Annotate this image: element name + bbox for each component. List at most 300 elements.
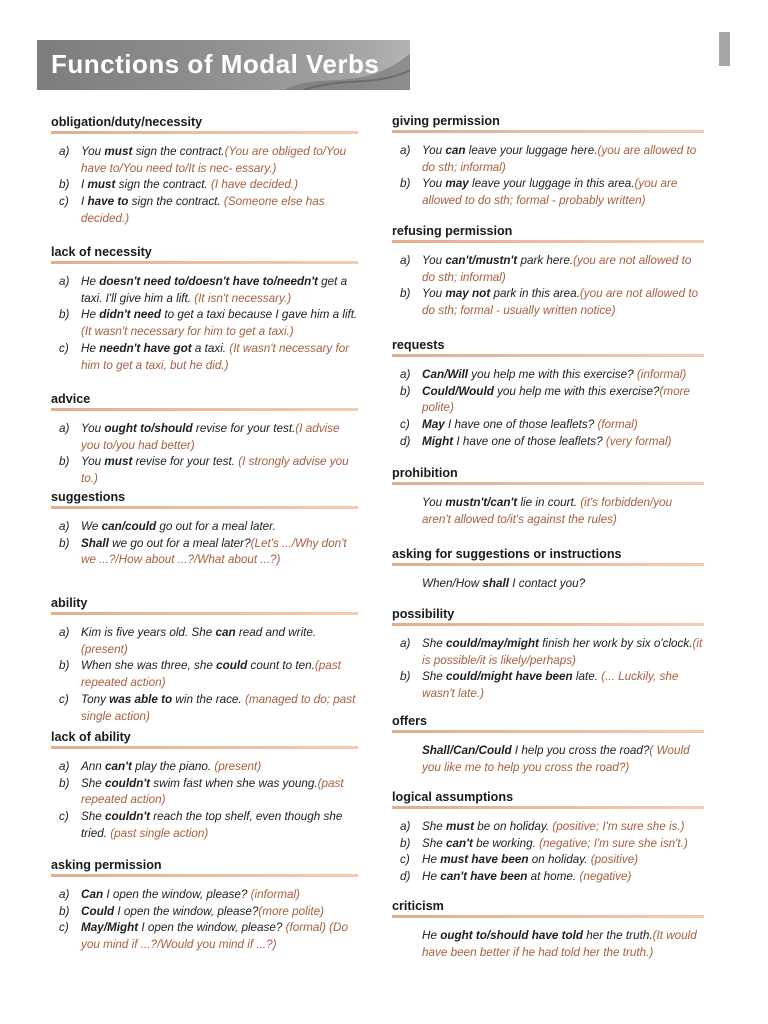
item-label: a) (400, 144, 411, 157)
list-item (392, 869, 704, 886)
explanation: (past single action) (110, 826, 209, 840)
section-items (51, 887, 358, 954)
section-giving-permission (392, 113, 704, 210)
example-text: sign the contract. (132, 145, 225, 158)
modal-verb: must have been (440, 853, 529, 867)
item-text (81, 177, 358, 194)
item-label: d) (400, 870, 411, 884)
explanation: (it's forbidden/you aren't allowed to/it's against the rules) (422, 496, 673, 526)
item-label: a) (59, 626, 70, 639)
item-text (392, 576, 704, 593)
example-text: lie in court. (517, 496, 581, 509)
section-items (392, 928, 704, 961)
item-text (422, 367, 704, 384)
example-text: You (422, 144, 446, 157)
section-criticism (392, 898, 704, 961)
section-heading: suggestions (51, 490, 126, 504)
example-text: finish her work by six o'clock. (538, 637, 693, 650)
example-text: She (422, 820, 447, 833)
example-text: He (81, 308, 100, 322)
example-text: play the piano. (131, 760, 215, 773)
modal-verb: Could/Would (422, 384, 494, 398)
section-rule (392, 130, 704, 133)
example-text: revise for your test. (192, 422, 296, 435)
explanation: (... Luckily, she wasn't late.) (422, 670, 679, 701)
example-text: He (81, 275, 100, 288)
item-label: c) (59, 810, 69, 824)
modal-verb: Can/Will (422, 368, 468, 381)
item-label: a) (59, 145, 70, 158)
modal-verb: shall (482, 577, 510, 590)
list-item (392, 495, 704, 528)
item-text (81, 519, 358, 536)
section-asking-permission (51, 857, 358, 954)
example-text: I have one of those leaflets? (444, 418, 598, 432)
item-text (422, 384, 704, 417)
section-offers (392, 713, 704, 776)
list-item (51, 625, 358, 658)
example-text: sign the contract. (128, 195, 224, 209)
item-label: b) (400, 670, 411, 684)
example-text: be on holiday. (473, 820, 553, 833)
explanation: (more polite) (258, 904, 324, 918)
section-possibility (392, 606, 704, 703)
item-text (81, 341, 358, 374)
section-heading: lack of ability (51, 730, 131, 744)
modal-verb: can (215, 626, 236, 639)
item-label: a) (59, 760, 70, 773)
section-rule (392, 354, 704, 357)
section-heading: asking for suggestions or instructions (392, 547, 622, 561)
explanation: (You are obliged to/You have to/You need to/It is nec- essary.) (81, 145, 347, 175)
example-text: I have one of those leaflets? (453, 434, 606, 448)
section-items (392, 253, 704, 320)
example-text: Kim is five years old. She (81, 626, 216, 639)
example-text: I open the window, please? (138, 921, 286, 935)
section-items (392, 743, 704, 776)
list-item (51, 776, 358, 809)
list-item (392, 176, 704, 209)
section-heading: giving permission (392, 114, 500, 128)
item-label: a) (400, 368, 411, 381)
section-lack-necessity (51, 244, 358, 374)
explanation: (I advise you to/you had better) (81, 422, 340, 452)
section-rule (51, 408, 358, 411)
item-label: a) (59, 422, 70, 435)
example-text: I contact you? (509, 577, 586, 590)
example-text: read and write. (235, 626, 317, 639)
list-item (51, 904, 358, 921)
section-heading: possibility (392, 607, 455, 621)
section-items (392, 636, 704, 703)
item-label: b) (400, 836, 411, 850)
example-text: go out for a meal later. (156, 520, 276, 533)
section-items (51, 144, 358, 228)
item-text (81, 144, 358, 177)
item-text (422, 143, 704, 176)
modal-verb: have to (87, 195, 129, 209)
item-label: b) (400, 287, 411, 301)
example-text: win the race. (172, 692, 245, 706)
section-rule (392, 482, 704, 485)
item-label: b) (59, 308, 70, 322)
list-item (51, 809, 358, 842)
example-text: She (81, 810, 106, 824)
example-text: I (81, 178, 88, 192)
explanation: (informal) (636, 368, 687, 381)
modal-verb: Shall/Can/Could (422, 744, 512, 757)
item-label: b) (59, 178, 70, 192)
section-rule (51, 612, 358, 615)
section-logical (392, 789, 704, 886)
example-text: swim fast when she was young. (150, 776, 318, 790)
example-text: Ann (81, 760, 106, 773)
item-label: b) (59, 536, 70, 550)
example-text: You (81, 455, 105, 469)
explanation: (It wasn't necessary for him to get a taxi.) (81, 325, 294, 339)
explanation: (negative; I'm sure she isn't.) (539, 836, 688, 850)
example-text: He (422, 929, 441, 942)
example-text: be working. (472, 836, 540, 850)
item-label: c) (59, 341, 69, 355)
modal-verb: May (422, 418, 445, 432)
example-text: She (422, 670, 447, 684)
example-text: leave your luggage here. (465, 144, 598, 157)
example-text: I open the window, please? (114, 904, 259, 918)
section-rule (51, 506, 358, 509)
example-text: on holiday. (528, 853, 591, 867)
section-advice (51, 391, 358, 488)
list-item (392, 836, 704, 853)
section-suggestions (51, 489, 358, 569)
example-text: her the truth. (583, 929, 653, 942)
explanation: (formal) (Do you mind if ...?/Would you mind if ...?) (81, 921, 348, 952)
modal-verb: can/could (101, 520, 157, 533)
example-text: You (422, 287, 446, 301)
modal-verb: could/may/might (446, 637, 539, 650)
list-item (392, 417, 704, 434)
explanation: (It wasn't necessary for him to get a taxi, but he did.) (81, 341, 350, 372)
modal-verb: must (104, 145, 133, 158)
example-text: a taxi. (191, 341, 230, 355)
modal-verb: Might (422, 434, 454, 448)
item-text (422, 636, 704, 669)
list-item (51, 194, 358, 227)
section-rule (51, 131, 358, 134)
explanation: (it is possible/it is likely/perhaps) (422, 637, 703, 667)
list-item (51, 177, 358, 194)
item-label: b) (59, 659, 70, 673)
modal-verb: could/might have been (446, 670, 573, 684)
modal-verb: couldn't (105, 810, 151, 824)
list-item (51, 536, 358, 569)
section-rule (392, 806, 704, 809)
example-text: count to ten. (247, 659, 315, 673)
section-heading: requests (392, 338, 445, 352)
item-text (81, 625, 358, 658)
section-heading: refusing permission (392, 224, 513, 238)
example-text: He (422, 853, 441, 867)
section-heading: logical assumptions (392, 790, 514, 804)
example-text: Tony (81, 692, 110, 706)
section-prohibition (392, 465, 704, 528)
section-items (51, 759, 358, 843)
page-edge-marker (719, 32, 730, 66)
list-item (51, 454, 358, 487)
modal-verb: mustn't/can't (445, 496, 518, 509)
example-text: You (422, 254, 446, 267)
item-text (392, 495, 704, 528)
explanation: (positive; I'm sure she is.) (552, 820, 685, 833)
item-label: a) (400, 254, 411, 267)
explanation: (you are allowed to do sth; informal) (422, 144, 697, 174)
item-text (81, 421, 358, 454)
explanation: (Someone else has decided.) (81, 195, 325, 225)
section-rule (392, 563, 704, 566)
section-items (392, 819, 704, 886)
example-text: I help you cross the road? (511, 744, 650, 757)
list-item (392, 636, 704, 669)
list-item (51, 759, 358, 776)
item-label: c) (59, 921, 69, 935)
section-heading: offers (392, 714, 427, 728)
list-item (51, 421, 358, 454)
list-item (51, 887, 358, 904)
item-text (81, 904, 358, 921)
modal-verb: Could (81, 904, 115, 918)
section-items (392, 143, 704, 210)
example-text: When/How (422, 577, 483, 590)
item-text (81, 536, 358, 569)
item-label: a) (400, 820, 411, 833)
item-text (81, 887, 358, 904)
section-rule (392, 240, 704, 243)
example-text: You (81, 145, 105, 158)
section-rule (392, 730, 704, 733)
section-ability (51, 595, 358, 725)
section-rule (51, 874, 358, 877)
explanation: (negative) (579, 870, 632, 884)
modal-verb: can't (105, 760, 132, 773)
list-item (392, 576, 704, 593)
section-rule (51, 746, 358, 749)
section-heading: lack of necessity (51, 245, 152, 259)
section-refusing-permission (392, 223, 704, 320)
item-text (81, 920, 358, 953)
modal-verb: can't (446, 836, 473, 850)
example-text: at home. (527, 870, 580, 884)
item-text (81, 454, 358, 487)
section-lack-ability (51, 729, 358, 843)
item-label: a) (59, 888, 70, 901)
modal-verb: May/Might (81, 921, 139, 935)
item-text (81, 759, 358, 776)
explanation: (managed to do; past single action) (81, 692, 356, 723)
item-text (422, 434, 704, 451)
modal-verb: must (446, 820, 474, 833)
section-rule (51, 261, 358, 264)
explanation: (informal) (250, 888, 300, 901)
item-label: b) (400, 177, 411, 191)
explanation: (formal) (597, 418, 638, 432)
explanation: (more polite) (422, 384, 691, 415)
modal-verb: could (216, 659, 248, 673)
section-items (51, 421, 358, 488)
section-rule (392, 623, 704, 626)
explanation: (you are not allowed to do sth; informal) (422, 254, 692, 284)
list-item (51, 144, 358, 177)
item-text (422, 176, 704, 209)
example-text: we go out for a meal later? (108, 536, 251, 550)
modal-verb: can (445, 144, 466, 157)
explanation: (I strongly advise you to.) (81, 455, 349, 486)
example-text: you help me with this exercise? (493, 384, 660, 398)
item-label: b) (59, 776, 70, 790)
item-text (81, 658, 358, 691)
modal-verb: ought to/should have told (440, 929, 584, 942)
section-heading: obligation/duty/necessity (51, 115, 203, 129)
list-item (392, 819, 704, 836)
section-items (392, 576, 704, 593)
item-text (422, 869, 704, 886)
example-text: I open the window, please? (103, 888, 251, 901)
explanation: ( Would you like me to help you cross the road?) (422, 744, 690, 774)
explanation: (I have decided.) (210, 178, 298, 192)
example-text: You (422, 496, 446, 509)
modal-verb: ought to/should (104, 422, 193, 435)
modal-verb: may not (445, 287, 491, 301)
section-heading: ability (51, 596, 88, 610)
item-label: c) (400, 853, 410, 867)
modal-verb: can't have been (440, 870, 528, 884)
modal-verb: may (445, 177, 469, 191)
list-item (51, 692, 358, 725)
explanation: (present) (214, 760, 262, 773)
explanation: (you are not allowed to do sth; formal - usually written notice) (422, 287, 699, 318)
modal-verb: can't/mustn't (445, 254, 518, 267)
list-item (392, 434, 704, 451)
section-items (51, 625, 358, 725)
page-title: Functions of Modal Verbs (51, 49, 380, 79)
section-heading: asking permission (51, 858, 162, 872)
item-label: b) (59, 904, 70, 918)
example-text: get a taxi. I'll give him a lift. (81, 275, 348, 305)
example-text: park in this area. (490, 287, 580, 301)
list-item (51, 658, 358, 691)
example-text: late. (572, 670, 602, 684)
list-item (51, 341, 358, 374)
example-text: He (422, 870, 441, 884)
modal-verb: must (87, 178, 116, 192)
explanation: (It isn't necessary.) (194, 291, 292, 305)
example-text: reach the top shelf, even though she tried. (81, 810, 343, 840)
example-text: We (81, 520, 102, 533)
modal-verb: couldn't (105, 776, 151, 790)
example-text: revise for your test. (132, 455, 239, 469)
list-item (392, 286, 704, 319)
item-text (392, 743, 704, 776)
item-label: c) (59, 692, 69, 706)
item-label: b) (59, 455, 70, 469)
item-text (422, 669, 704, 702)
item-label: a) (59, 520, 70, 533)
section-requests (392, 337, 704, 451)
section-heading: advice (51, 392, 91, 406)
item-label: c) (59, 195, 69, 209)
list-item (51, 920, 358, 953)
modal-verb: Shall (81, 536, 109, 550)
example-text: When she was three, she (81, 659, 217, 673)
list-item (51, 274, 358, 307)
title-banner (37, 40, 410, 90)
item-text (392, 928, 704, 961)
section-items (392, 367, 704, 451)
section-items (51, 274, 358, 374)
modal-verb: doesn't need to/doesn't have to/needn't (99, 275, 318, 288)
example-text: She (422, 637, 447, 650)
item-text (422, 417, 704, 434)
example-text: to get a taxi because I gave him a lift. (161, 308, 358, 322)
explanation: (It would have been better if he had told her the truth.) (422, 929, 697, 959)
item-text (81, 194, 358, 227)
item-label: a) (400, 637, 411, 650)
example-text: I (81, 195, 88, 209)
section-heading: criticism (392, 899, 444, 913)
section-items (51, 519, 358, 569)
list-item (392, 743, 704, 776)
explanation: (present) (81, 642, 128, 656)
list-item (51, 307, 358, 340)
item-text (81, 776, 358, 809)
explanation: (very formal) (605, 434, 672, 448)
item-label: d) (400, 434, 411, 448)
modal-verb: must (104, 455, 133, 469)
item-text (81, 307, 358, 340)
explanation: (past repeated action) (81, 659, 341, 690)
section-asking-suggestions (392, 546, 704, 593)
item-text (81, 809, 358, 842)
item-label: a) (59, 275, 70, 288)
section-heading: prohibition (392, 466, 458, 480)
example-text: She (81, 776, 106, 790)
list-item (392, 669, 704, 702)
example-text: park here. (517, 254, 574, 267)
list-item (51, 519, 358, 536)
explanation: (positive) (590, 853, 639, 867)
list-item (392, 367, 704, 384)
modal-verb: didn't need (99, 308, 162, 322)
item-label: c) (400, 418, 410, 432)
item-text (422, 852, 704, 869)
modal-verb: needn't have got (99, 341, 192, 355)
modal-verb: Can (81, 888, 104, 901)
section-rule (392, 915, 704, 918)
item-text (81, 692, 358, 725)
section-items (392, 495, 704, 528)
list-item (392, 852, 704, 869)
section-obligation (51, 114, 358, 228)
list-item (392, 253, 704, 286)
example-text: He (81, 341, 100, 355)
example-text: She (422, 836, 447, 850)
item-text (422, 836, 704, 853)
item-text (422, 286, 704, 319)
item-label: b) (400, 384, 411, 398)
item-text (422, 819, 704, 836)
list-item (392, 143, 704, 176)
example-text: You (422, 177, 446, 191)
explanation: (you are allowed to do sth; formal - probably written) (422, 177, 678, 208)
